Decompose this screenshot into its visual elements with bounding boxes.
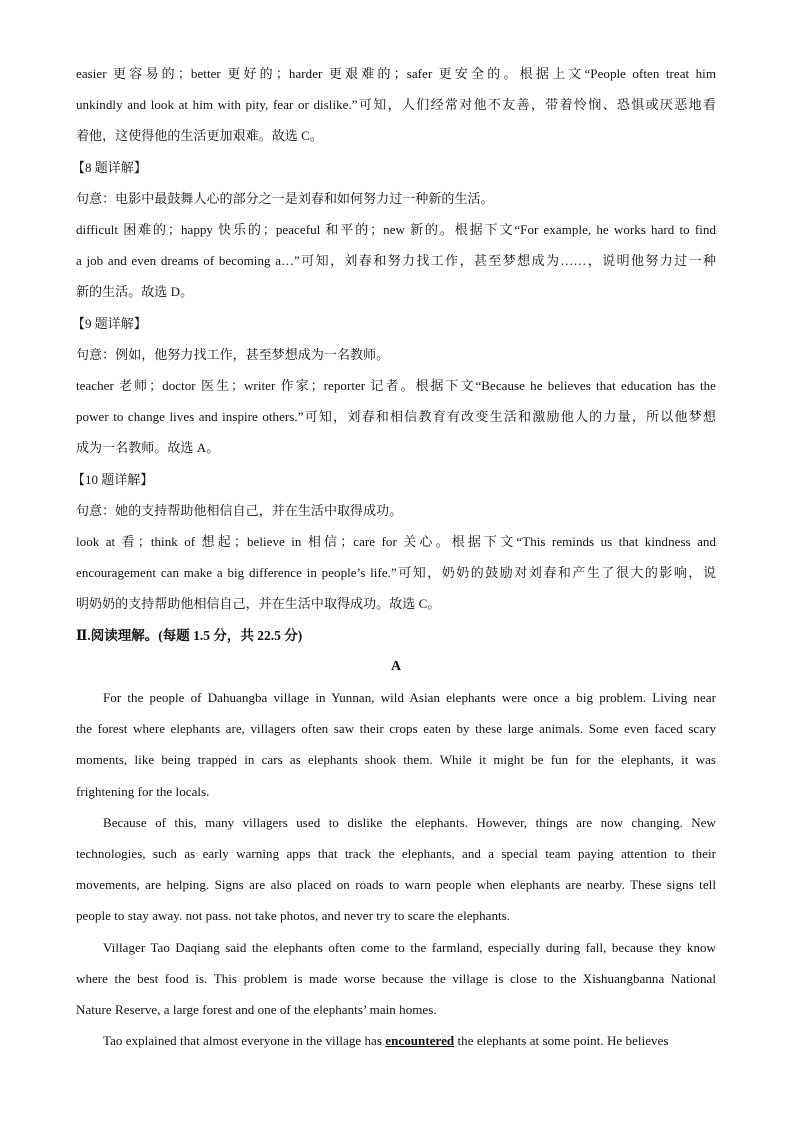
- text-line: where the best food is. This problem is made worse because the village is close to the Xishuangbanna National: [76, 970, 716, 986]
- q9-heading: 【9 题详解】: [72, 315, 147, 331]
- q7-explanation: [76, 58, 716, 152]
- text-line: a job and even dreams of becoming a…”可知，刘春和努力找工作，甚至梦想成为……，说明他努力过一种: [76, 253, 716, 269]
- q8-heading: 【8 题详解】: [72, 159, 147, 175]
- text-line: 新的生活。故选 D。: [76, 284, 194, 300]
- text-line: moments, like being trapped in cars as elephants shook them. While it might be fun for the elephants, it was: [76, 752, 716, 768]
- q9-explanation: [72, 308, 716, 464]
- text-span: the elephants at some point. He believes: [454, 1033, 669, 1049]
- text-line: 句意：她的支持帮助他相信自己，并在生活中取得成功。: [76, 502, 403, 518]
- text-line: 句意：例如，他努力找工作，甚至梦想成为一名教师。: [76, 346, 390, 362]
- passage-paragraph-3: [76, 932, 716, 1026]
- text-line: Nature Reserve, a large forest and one of the elephants’ main homes.: [76, 1002, 437, 1018]
- underlined-word: encountered: [385, 1033, 455, 1049]
- q8-explanation: [72, 152, 716, 308]
- text-line: movements, are helping. Signs are also placed on roads to warn people when elephants are nearby. These signs tell: [76, 877, 716, 893]
- passage-paragraph-2: [76, 807, 716, 932]
- text-line: 着他，这使得他的生活更加艰难。故选 C。: [76, 128, 323, 144]
- text-line: look at 看；think of 想起；believe in 相信；care for 关心。根据下文“This reminds us that kindness and: [76, 534, 716, 550]
- text-line: difficult 困难的；happy 快乐的；peaceful 和平的；new 新的。根据下文“For example, he works hard to find: [76, 222, 716, 238]
- text-span: Tao explained that almost everyone in the village has: [103, 1033, 386, 1049]
- section-title: Ⅱ.阅读理解。(每题 1.5 分，共 22.5 分): [76, 627, 303, 643]
- text-line: 句意：电影中最鼓舞人心的部分之一是刘春和如何努力过一种新的生活。: [76, 190, 494, 206]
- text-line: technologies, such as early warning apps that track the elephants, and a special team paying attention to their: [76, 846, 716, 862]
- text-line: unkindly and look at him with pity, fear or dislike.”可知，人们经常对他不友善，带着怜悯、恐惧或厌恶地看: [76, 97, 716, 113]
- text-line: people to stay away. not pass. not take photos, and never try to scare the elephants.: [76, 908, 511, 924]
- text-line: 明奶奶的支持帮助他相信自己，并在生活中取得成功。故选 C。: [76, 596, 441, 612]
- document-page: [72, 58, 716, 1057]
- passage-paragraph-1: [76, 682, 716, 807]
- text-line: teacher 老师；doctor 医生；writer 作家；reporter 记者。根据下文“Because he believes that education has the: [76, 378, 716, 394]
- text-line: For the people of Dahuangba village in Yunnan, wild Asian elephants were once a big problem. Living near: [103, 690, 716, 706]
- q10-heading: 【10 题详解】: [72, 471, 154, 487]
- q10-explanation: [72, 464, 716, 620]
- passage-paragraph-4: [76, 1025, 716, 1056]
- text-line: Villager Tao Daqiang said the elephants often come to the farmland, especially during fall, because they know: [103, 939, 716, 955]
- text-line: encouragement can make a big difference in people’s life.”可知，奶奶的鼓励对刘春和产生了很大的影响，说: [76, 565, 716, 581]
- text-line: easier 更容易的；better 更好的；harder 更艰难的；safer 更安全的。根据上文“People often treat him: [76, 66, 716, 81]
- text-line: Because of this, many villagers used to dislike the elephants. However, things are now changing. New: [103, 814, 716, 830]
- text-line: frightening for the locals.: [76, 783, 210, 799]
- passage-title: A: [390, 658, 402, 674]
- text-line: power to change lives and inspire others.”可知，刘春和相信教育有改变生活和激励他人的力量，所以他梦想: [76, 409, 716, 425]
- text-line: 成为一名教师。故选 A。: [76, 440, 220, 456]
- text-line: the forest where elephants are, villagers often saw their crops eaten by these large animals. Some even faced scary: [76, 721, 716, 737]
